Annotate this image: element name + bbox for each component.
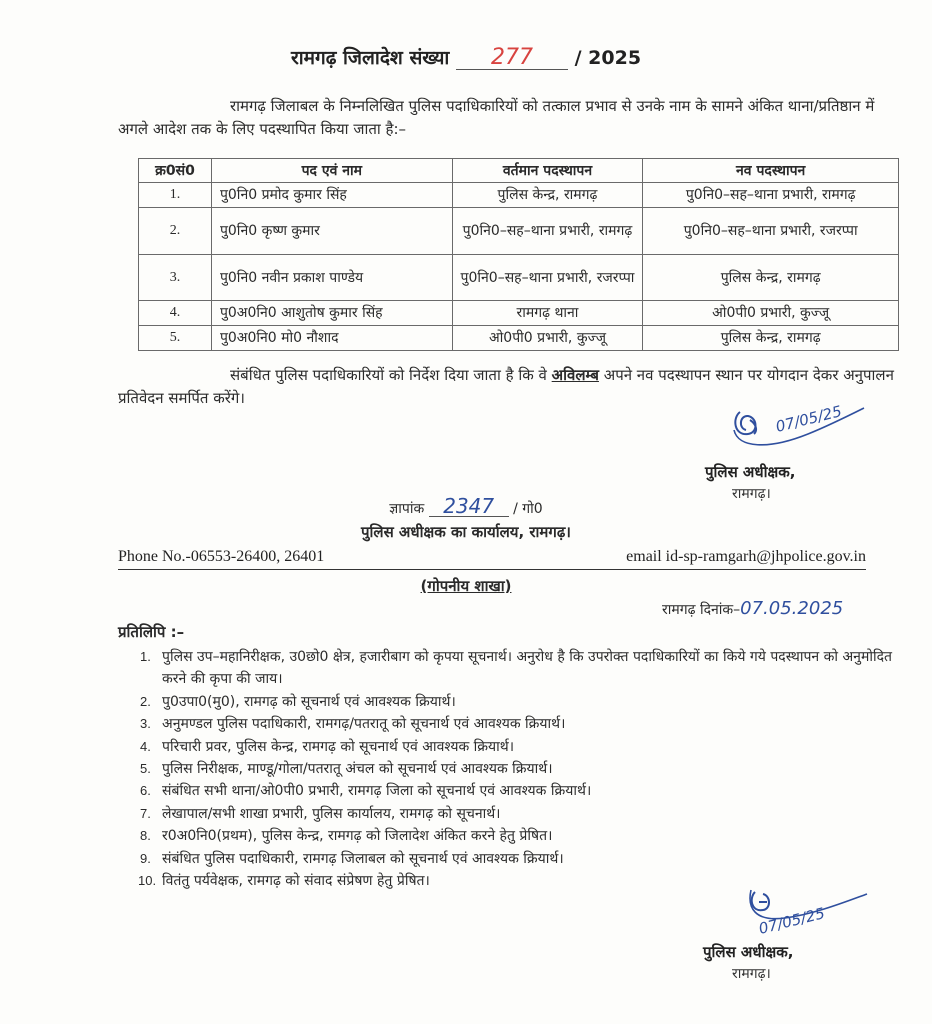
list-item: 7. लेखापाल/सभी शाखा प्रभारी, पुलिस कार्यालय, रामगढ़ को सूचनार्थ। — [140, 805, 501, 822]
cell-name: पु0नि0 प्रमोद कुमार सिंह — [211, 183, 452, 208]
header-name: पद एवं नाम — [211, 159, 452, 183]
postings-table — [138, 158, 899, 351]
cell-serial: 4. — [139, 301, 212, 326]
list-item: 10. वितंतु पर्यवेक्षक, रामगढ़ को संवाद संप्रेषण हेतु प्रेषित। — [138, 873, 430, 890]
cell-new: पु0नि0–सह–थाना प्रभारी, रजरप्पा — [643, 208, 899, 255]
order-title — [0, 44, 932, 70]
table-row — [139, 183, 899, 208]
branch-label: (गोपनीय शाखा) — [420, 577, 512, 595]
list-item: 1. पुलिस उप–महानिरीक्षक, उ0छो0 क्षेत्र, हजारीबाग को कृपया सूचनार्थ। अनुरोध है कि उपरोक्त पदाधिकारियों का किये गये पदस्थापन को अनुमोदित करने की कृपा की जाय। — [140, 649, 892, 688]
instruction-after: अपने नव पदस्थापन स्थान पर योगदान देकर अनुपालन प्रतिवेदन समर्पित करेंगे। — [118, 366, 894, 407]
cell-new: पुलिस केन्द्र, रामगढ़ — [643, 326, 899, 351]
memo-number-field — [429, 496, 509, 517]
memo-line — [0, 496, 932, 518]
signature-2-place: रामगढ़। — [732, 966, 771, 982]
signature-1-place: रामगढ़। — [732, 486, 771, 502]
dateline — [662, 598, 843, 619]
cell-current: रामगढ़ थाना — [452, 301, 643, 326]
list-item: 9. संबंधित पुलिस पदाधिकारी, रामगढ़ जिलाबल को सूचनार्थ एवं आवश्यक क्रियार्थ। — [140, 850, 564, 867]
cell-current: पु0नि0–सह–थाना प्रभारी, रजरप्पा — [452, 255, 643, 301]
cell-name: पु0अ0नि0 आशुतोष कुमार सिंह — [211, 301, 452, 326]
cell-new: पुलिस केन्द्र, रामगढ़ — [643, 255, 899, 301]
office-name: पुलिस अधीक्षक का कार्यालय, रामगढ़। — [361, 523, 571, 541]
table-row — [139, 326, 899, 351]
signature-2-title: पुलिस अधीक्षक, — [703, 943, 794, 961]
instruction-emphasis: अविलम्ब — [551, 366, 599, 384]
header-serial: क्र0सं0 — [139, 159, 212, 183]
table-row — [139, 208, 899, 255]
signature-1-date: 07/05/25 — [773, 402, 844, 436]
table-row — [139, 301, 899, 326]
header-new-posting: नव पदस्थापन — [643, 159, 899, 183]
memo-label: ज्ञापांक — [389, 501, 425, 517]
order-number: 277 — [490, 45, 533, 70]
list-item: 2. पु0उपा0(मु0), रामगढ़ को सूचनार्थ एवं आवश्यक क्रियार्थ। — [140, 693, 456, 710]
table-header-row — [139, 159, 899, 183]
memo-suffix: / गो0 — [513, 501, 543, 517]
contact-line — [118, 546, 866, 570]
dateline-label: रामगढ़ दिनांक– — [662, 602, 741, 618]
cell-new: पु0नि0–सह–थाना प्रभारी, रामगढ़ — [643, 183, 899, 208]
order-number-field — [456, 47, 568, 70]
cell-current: पुलिस केन्द्र, रामगढ़ — [452, 183, 643, 208]
signature-2-date: 07/05/25 — [756, 904, 827, 938]
list-item: 3. अनुमण्डल पुलिस पदाधिकारी, रामगढ़/पतरातू को सूचनार्थ एवं आवश्यक क्रियार्थ। — [140, 716, 566, 733]
list-item: 6. संबंधित सभी थाना/ओ0पी0 प्रभारी, रामगढ़ जिला को सूचनार्थ एवं आवश्यक क्रियार्थ। — [140, 783, 592, 800]
cell-name: पु0अ0नि0 मो0 नौशाद — [211, 326, 452, 351]
title-prefix: रामगढ़ जिलादेश संख्या — [290, 47, 450, 69]
cell-name: पु0नि0 नवीन प्रकाश पाण्डेय — [211, 255, 452, 301]
cell-serial: 3. — [139, 255, 212, 301]
cell-new: ओ0पी0 प्रभारी, कुज्जू — [643, 301, 899, 326]
signature-1-title: पुलिस अधीक्षक, — [705, 463, 796, 481]
list-item: 4. परिचारी प्रवर, पुलिस केन्द्र, रामगढ़ को सूचनार्थ एवं आवश्यक क्रियार्थ। — [140, 738, 515, 755]
phone-number: Phone No.-06553-26400, 26401 — [118, 548, 325, 565]
list-item: 5. पुलिस निरीक्षक, माण्डू/गोला/पतरातू अंचल को सूचनार्थ एवं आवश्यक क्रियार्थ। — [140, 761, 553, 778]
cell-serial: 1. — [139, 183, 212, 208]
header-current-posting: वर्तमान पदस्थापन — [452, 159, 643, 183]
cc-heading: प्रतिलिपि :– — [118, 623, 185, 641]
title-suffix: / 2025 — [574, 47, 642, 69]
cell-serial: 5. — [139, 326, 212, 351]
memo-number: 2347 — [443, 494, 495, 518]
cell-name: पु0नि0 कृष्ण कुमार — [211, 208, 452, 255]
email-address: email id-sp-ramgarh@jhpolice.gov.in — [626, 548, 866, 565]
cc-list — [140, 646, 900, 892]
table-row — [139, 255, 899, 301]
dateline-date: 07.05.2025 — [740, 598, 844, 619]
instruction-before: संबंधित पुलिस पदाधिकारियों को निर्देश दिया जाता है कि वे — [230, 366, 547, 384]
list-item: 8. र0अ0नि0(प्रथम), पुलिस केन्द्र, रामगढ़ को जिलादेश अंकित करने हेतु प्रेषित। — [140, 828, 553, 845]
cell-serial: 2. — [139, 208, 212, 255]
cell-current: पु0नि0–सह–थाना प्रभारी, रामगढ़ — [452, 208, 643, 255]
cell-current: ओ0पी0 प्रभारी, कुज्जू — [452, 326, 643, 351]
intro-paragraph: रामगढ़ जिलाबल के निम्नलिखित पुलिस पदाधिकारियों को तत्काल प्रभाव से उनके नाम के सामने अंकित थाना/प्रतिष्ठान में अगले आदेश तक के लिए पदस्थापित किया जाता है:– — [118, 97, 875, 138]
